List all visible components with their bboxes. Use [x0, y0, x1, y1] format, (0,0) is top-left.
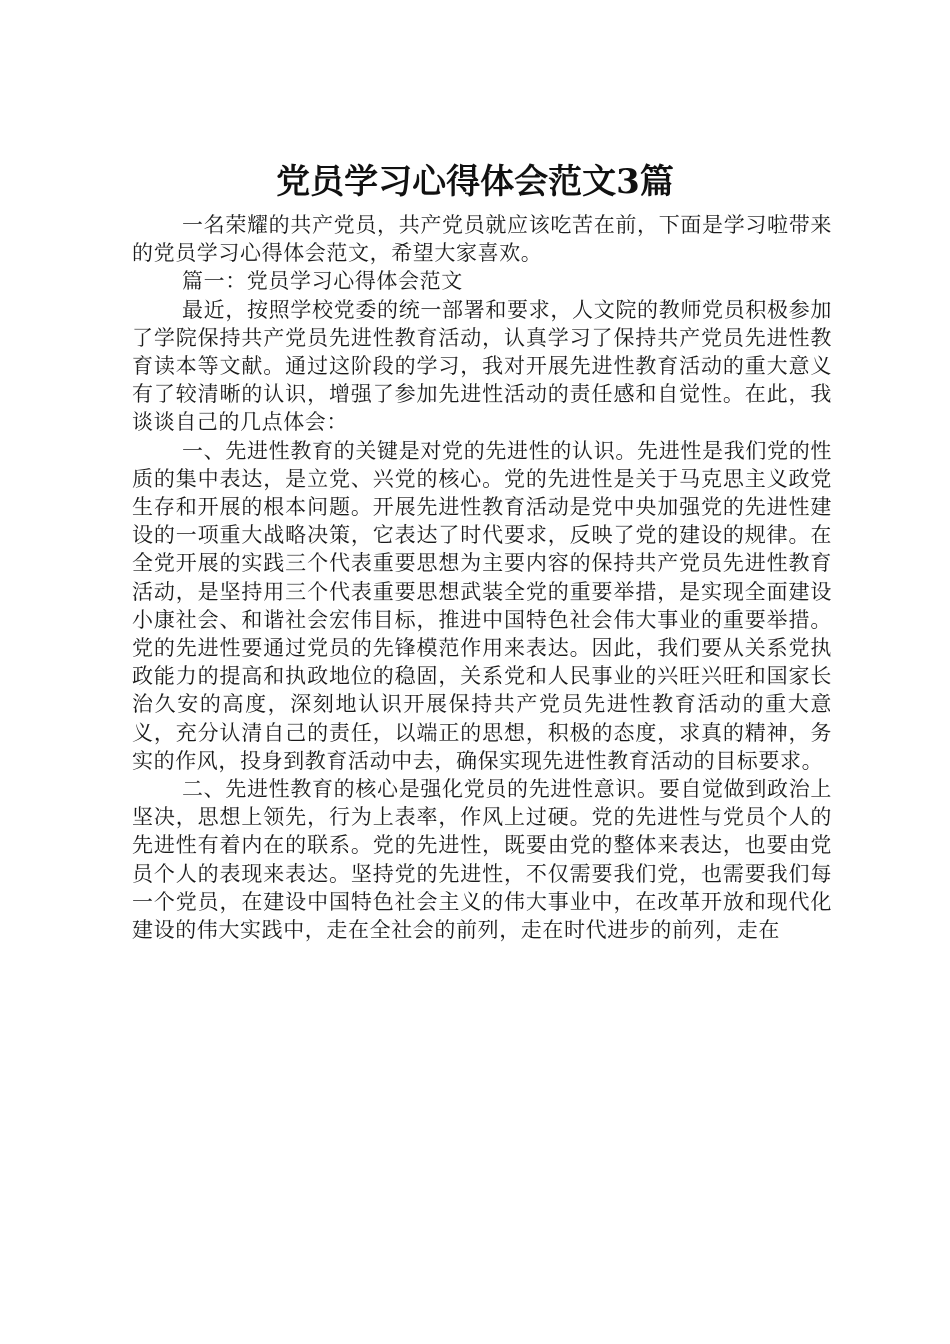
paragraph-recent-study: 最近，按照学校党委的统一部署和要求，人文院的教师党员积极参加了学院保持共产党员先进性教育活动，认真学习了保持共产党员先进性教育读本等文献。通过这阶段的学习，我对开展先进性教育活动的重大意义有了较清晰的认识，增强了参加先进性活动的责任感和自觉性。在此，我谈谈自己的几点体会： [132, 297, 832, 435]
paragraph-intro: 一名荣耀的共产党员，共产党员就应该吃苦在前，下面是学习啦带来的党员学习心得体会范文，希望大家喜欢。 [132, 213, 832, 266]
paragraph-section-heading: 篇一：党员学习心得体会范文 [182, 269, 463, 294]
paragraph-point-two: 二、先进性教育的核心是强化党员的先进性意识。要自觉做到政治上坚决，思想上领先，行为上表率，作风上过硬。党的先进性与党员个人的先进性有着内在的联系。党的先进性，既要由党的整体来表达，也要由党员个人的表现来表达。坚持党的先进性，不仅需要我们党，也需要我们每一个党员，在建设中国特色社会主义的伟大事业中，在改革开放和现代化建设的伟大实践中，走在全社会的前列，走在时代进步的前列，走在 [132, 777, 832, 943]
document-body [132, 211, 832, 944]
document-title: 党员学习心得体会范文3篇 [276, 162, 674, 202]
paragraph-point-one: 一、先进性教育的关键是对党的先进性的认识。先进性是我们党的性质的集中表达，是立党、兴党的核心。党的先进性是关于马克思主义政党生存和开展的根本问题。开展先进性教育活动是党中央加强党的先进性建设的一项重大战略决策，它表达了时代要求，反映了党的建设的规律。在全党开展的实践三个代表重要思想为主要内容的保持共产党员先进性教育活动，是坚持用三个代表重要思想武装全党的重要举措，是实现全面建设小康社会、和谐社会宏伟目标，推进中国特色社会伟大事业的重要举措。党的先进性要通过党员的先锋模范作用来表达。因此，我们要从关系党执政能力的提高和执政地位的稳固，关系党和人民事业的兴旺兴旺和国家长治久安的高度，深刻地认识开展保持共产党员先进性教育活动的重大意义，充分认清自己的责任，以端正的思想，积极的态度，求真的精神，务实的作风，投身到教育活动中去，确保实现先进性教育活动的目标要求。 [132, 438, 832, 773]
